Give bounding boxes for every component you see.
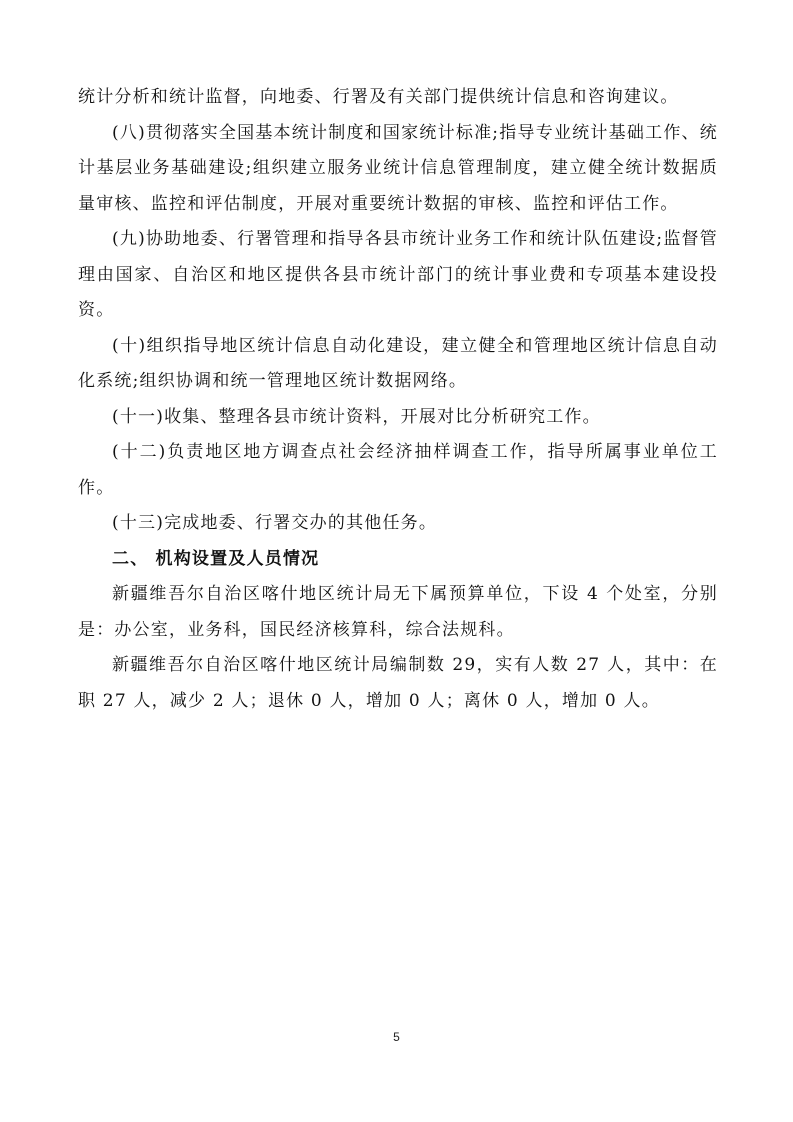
page-number: 5	[393, 1030, 400, 1044]
paragraph-item-9: (九)协助地委、行署管理和指导各县市统计业务工作和统计队伍建设;监督管理由国家、自治区和地区提供各县市统计部门的统计事业费和专项基本建设投资。	[78, 229, 718, 320]
document-body	[78, 80, 718, 719]
paragraph-continuation: 统计分析和统计监督，向地委、行署及有关部门提供统计信息和咨询建议。	[78, 87, 679, 107]
paragraph-item-8: (八)贯彻落实全国基本统计制度和国家统计标准;指导专业统计基础工作、统计基层业务基础建设;组织建立服务业统计信息管理制度，建立健全统计数据质量审核、监控和评估制度，开展对重要统计数据的审核、监控和评估工作。	[78, 122, 718, 214]
paragraph-staffing: 新疆维吾尔自治区喀什地区统计局编制数 29，实有人数 27 人，其中：在职 27 人，减少 2 人；退休 0 人，增加 0 人；离休 0 人，增加 0 人。	[78, 655, 718, 711]
paragraph-item-12: (十二)负责地区地方调查点社会经济抽样调查工作，指导所属事业单位工作。	[78, 442, 718, 498]
paragraph-item-11: (十一)收集、整理各县市统计资料，开展对比分析研究工作。	[112, 406, 601, 427]
paragraph-item-10: (十)组织指导地区统计信息自动化建设，建立健全和管理地区统计信息自动化系统;组织协调和统一管理地区统计数据网络。	[78, 335, 718, 391]
paragraph-organization: 新疆维吾尔自治区喀什地区统计局无下属预算单位，下设 4 个处室，分别是：办公室，业务科，国民经济核算科，综合法规科。	[78, 584, 718, 640]
paragraph-item-13: (十三)完成地委、行署交办的其他任务。	[112, 513, 438, 533]
section-heading: 二、 机构设置及人员情况	[112, 548, 320, 569]
